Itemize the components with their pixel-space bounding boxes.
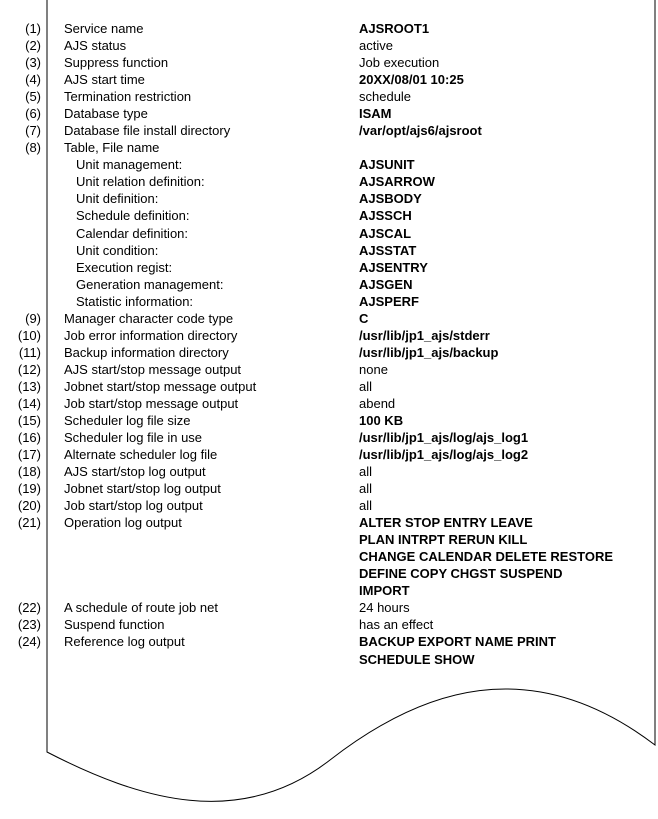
item-label: Reference log output bbox=[64, 634, 185, 650]
item-value: IMPORT bbox=[359, 583, 410, 599]
item-number: (5) bbox=[25, 89, 41, 105]
item-value: AJSENTRY bbox=[359, 259, 428, 275]
item-value: ISAM bbox=[359, 106, 392, 122]
item-number: (1) bbox=[25, 21, 41, 36]
item-value: 24 hours bbox=[359, 600, 410, 616]
item-number: (6) bbox=[25, 106, 41, 122]
item-label: Schedule definition: bbox=[76, 208, 190, 224]
item-value: schedule bbox=[359, 89, 412, 105]
item-value: Job execution bbox=[359, 55, 440, 71]
item-label: Jobnet start/stop log output bbox=[64, 481, 221, 497]
item-value: all bbox=[359, 464, 373, 479]
item-number: (11) bbox=[18, 344, 41, 360]
item-number: (18) bbox=[17, 464, 41, 479]
item-value: PLAN INTRPT RERUN KILL bbox=[359, 532, 528, 548]
item-value: AJSUNIT bbox=[359, 157, 415, 173]
item-number: (3) bbox=[25, 55, 41, 71]
item-label: Jobnet start/stop message output bbox=[64, 378, 257, 394]
item-label: Backup information directory bbox=[64, 344, 229, 360]
item-value: all bbox=[359, 378, 373, 394]
item-label: Suppress function bbox=[64, 55, 169, 71]
item-label: Generation management: bbox=[76, 276, 224, 292]
item-label: A schedule of route job net bbox=[64, 600, 218, 616]
item-number: (17) bbox=[17, 447, 41, 462]
item-number: (10) bbox=[17, 327, 41, 343]
item-number: (13) bbox=[17, 378, 41, 394]
item-value: /usr/lib/jp1_ajs/log/ajs_log2 bbox=[359, 447, 529, 462]
item-label: Suspend function bbox=[64, 617, 165, 633]
item-label: Database file install directory bbox=[64, 123, 231, 139]
item-label: AJS status bbox=[64, 38, 127, 53]
item-value: abend bbox=[359, 395, 396, 411]
item-number: (2) bbox=[25, 38, 41, 53]
item-number: (8) bbox=[25, 140, 41, 156]
item-value: ALTER STOP ENTRY LEAVE bbox=[359, 515, 533, 531]
item-label: Job start/stop log output bbox=[64, 498, 203, 514]
item-number: (4) bbox=[25, 72, 41, 88]
item-label: Job start/stop message output bbox=[64, 395, 239, 411]
item-number: (20) bbox=[17, 498, 41, 514]
item-number: (7) bbox=[25, 123, 41, 139]
item-number: (15) bbox=[17, 412, 41, 428]
item-label: Calendar definition: bbox=[76, 225, 189, 241]
item-value: SCHEDULE SHOW bbox=[359, 651, 475, 667]
item-value: 100 KB bbox=[359, 412, 404, 428]
item-label: Unit relation definition: bbox=[76, 174, 205, 190]
item-label: Execution regist: bbox=[76, 259, 173, 275]
item-value: C bbox=[359, 310, 369, 326]
item-value: AJSBODY bbox=[359, 191, 422, 207]
item-value: /var/opt/ajs6/ajsroot bbox=[359, 123, 482, 139]
item-value: AJSSTAT bbox=[359, 242, 417, 258]
item-number: (14) bbox=[17, 395, 41, 411]
item-label: Service name bbox=[64, 21, 144, 36]
item-number: (23) bbox=[17, 617, 41, 633]
item-value: all bbox=[359, 498, 373, 514]
item-value: AJSGEN bbox=[359, 276, 413, 292]
item-label: Unit management: bbox=[76, 157, 183, 173]
item-label: AJS start/stop log output bbox=[64, 464, 206, 479]
item-label: Termination restriction bbox=[64, 89, 192, 105]
item-value: has an effect bbox=[359, 617, 434, 633]
item-number: (16) bbox=[17, 430, 41, 445]
item-label: Unit definition: bbox=[76, 191, 159, 207]
item-value: AJSPERF bbox=[359, 293, 419, 309]
item-value: AJSCAL bbox=[359, 225, 412, 241]
item-value: /usr/lib/jp1_ajs/stderr bbox=[359, 327, 490, 343]
item-value: none bbox=[359, 361, 388, 377]
item-number: (12) bbox=[17, 361, 41, 377]
item-value: CHANGE CALENDAR DELETE RESTORE bbox=[359, 549, 614, 565]
item-value: /usr/lib/jp1_ajs/backup bbox=[359, 344, 499, 360]
item-number: (24) bbox=[17, 634, 41, 650]
item-value: BACKUP EXPORT NAME PRINT bbox=[359, 634, 556, 650]
item-label: Manager character code type bbox=[64, 310, 234, 326]
item-value: all bbox=[359, 481, 373, 497]
item-value: AJSROOT1 bbox=[359, 21, 430, 36]
item-label: Unit condition: bbox=[76, 242, 159, 258]
item-label: Job error information directory bbox=[64, 327, 238, 343]
item-label: Operation log output bbox=[64, 515, 182, 531]
item-value: active bbox=[359, 38, 393, 53]
item-label: Statistic information: bbox=[76, 293, 194, 309]
item-label: AJS start/stop message output bbox=[64, 361, 242, 377]
item-label: AJS start time bbox=[64, 72, 145, 88]
item-label: Scheduler log file size bbox=[64, 412, 191, 428]
item-label: Alternate scheduler log file bbox=[64, 447, 218, 462]
item-number: (9) bbox=[25, 310, 41, 326]
item-number: (21) bbox=[17, 515, 41, 531]
item-value: AJSSCH bbox=[359, 208, 412, 224]
item-label: Database type bbox=[64, 106, 148, 122]
item-value: /usr/lib/jp1_ajs/log/ajs_log1 bbox=[359, 430, 529, 445]
item-value: 20XX/08/01 10:25 bbox=[359, 72, 464, 88]
item-number: (22) bbox=[17, 600, 41, 616]
item-value: DEFINE COPY CHGST SUSPEND bbox=[359, 566, 563, 582]
item-number: (19) bbox=[17, 481, 41, 497]
item-label: Scheduler log file in use bbox=[64, 430, 203, 445]
item-label: Table, File name bbox=[64, 140, 160, 156]
item-value: AJSARROW bbox=[359, 174, 435, 190]
